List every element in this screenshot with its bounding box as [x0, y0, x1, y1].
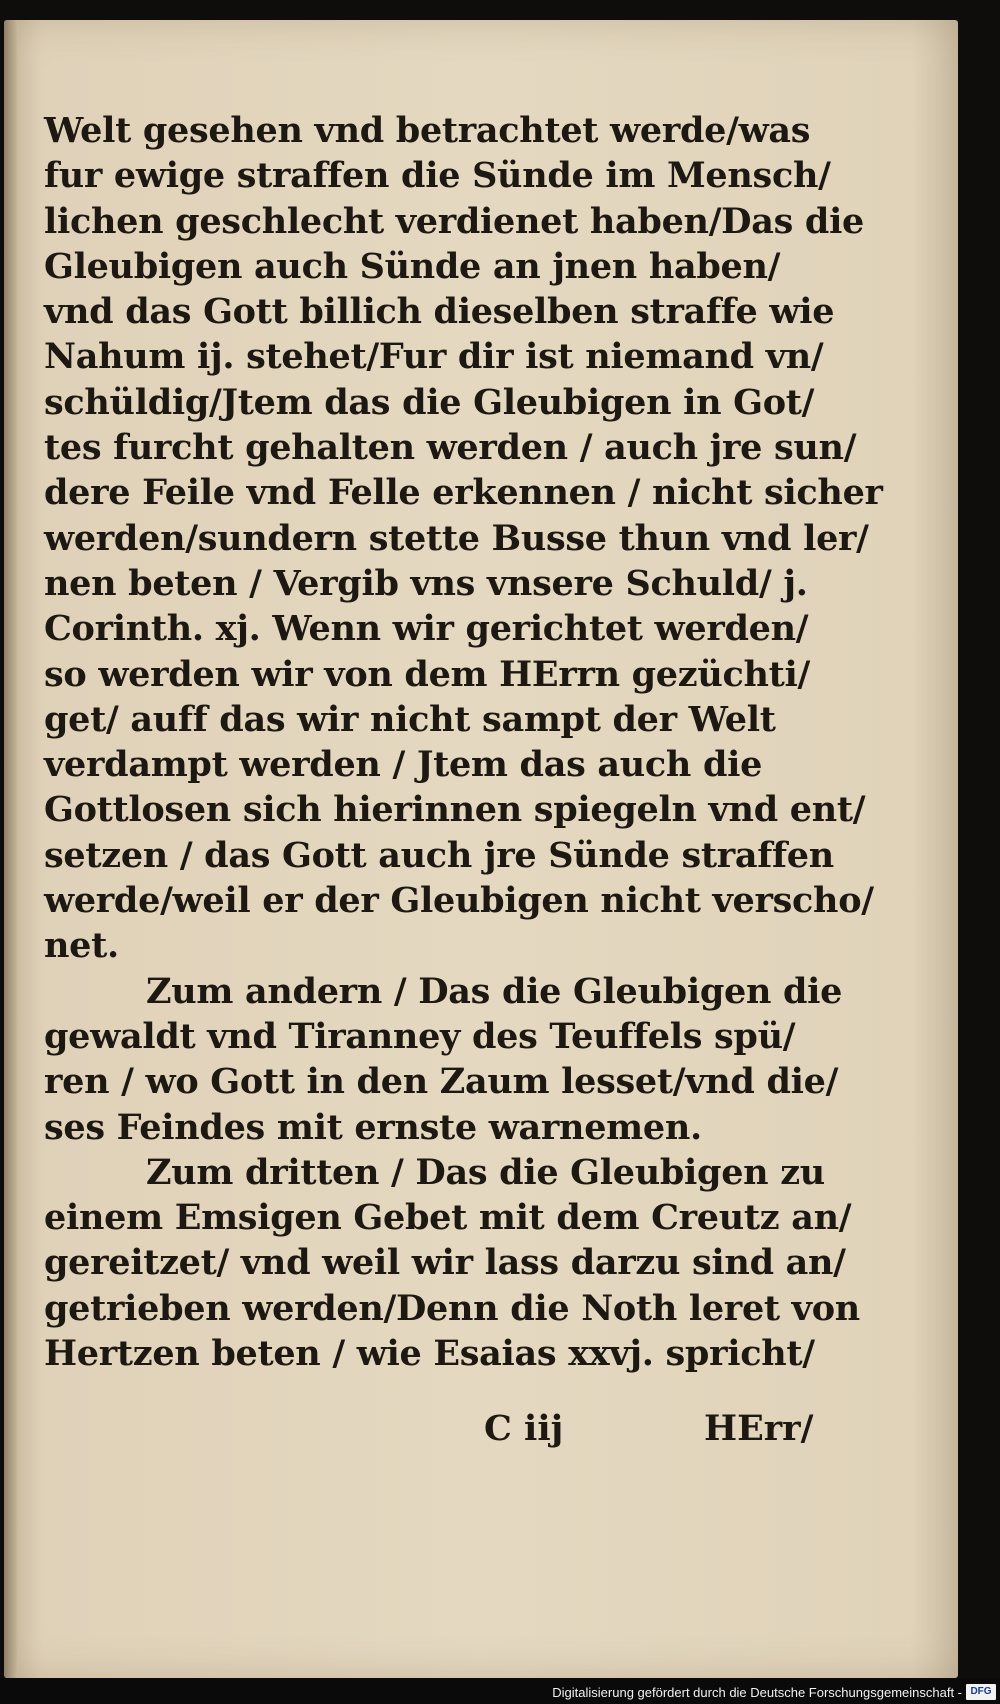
text-line: Welt gesehen vnd betrachtet werde/was [44, 110, 811, 151]
text-line: gewaldt vnd Tiranney des Teuffels spü/ [44, 1015, 796, 1057]
text-line: Corinth. xj. Wenn wir gerichtet werden/ [44, 608, 809, 650]
text-line: dere Feile vnd Felle erkennen / nicht sicher [44, 472, 883, 514]
text-line: Nahum ij. stehet/Fur dir ist niemand vn/ [44, 336, 824, 378]
text-line: setzen / das Gott auch jre Sünde straffen [44, 834, 834, 876]
paragraph-start-line: Zum andern / Das die Gleubigen die [146, 970, 843, 1012]
text-line: getrieben werden/Denn die Noth leret von [44, 1287, 860, 1329]
book-page [4, 20, 958, 1678]
text-line: nen beten / Vergib vns vnsere Schuld/ j. [44, 562, 808, 604]
dfg-logo-icon: DFG [966, 1684, 996, 1700]
text-line: verdampt werden / Jtem das auch die [44, 744, 763, 786]
text-line: werde/weil er der Gleubigen nicht verscho/ [44, 880, 874, 922]
text-line: fur ewige straffen die Sünde im Mensch/ [44, 155, 831, 197]
text-line: ren / wo Gott in den Zaum lesset/vnd die/ [44, 1061, 839, 1103]
text-line: so werden wir von dem HErrn gezüchti/ [44, 653, 810, 695]
signature-mark: C iij [484, 1408, 564, 1449]
text-line: Hertzen beten / wie Esaias xxvj. spricht/ [44, 1333, 815, 1375]
signature-line [4, 1408, 958, 1454]
text-line: schüldig/Jtem das die Gleubigen in Got/ [44, 381, 815, 423]
text-line: net. [44, 925, 119, 967]
footer-bar [0, 1678, 1000, 1704]
text-line: tes furcht gehalten werden / auch jre sun/ [44, 427, 857, 469]
text-line: get/ auff das wir nicht sampt der Welt [44, 698, 776, 740]
text-line: werden/sundern stette Busse thun vnd ler/ [44, 517, 869, 559]
text-line: Gleubigen auch Sünde an jnen haben/ [44, 245, 781, 287]
text-line: ses Feindes mit ernste warnemen. [44, 1106, 702, 1148]
funding-credit: Digitalisierung gefördert durch die Deutsche Forschungsgemeinschaft - [552, 1685, 962, 1700]
paragraph-start-line: Zum dritten / Das die Gleubigen zu [146, 1151, 825, 1193]
text-line: Gottlosen sich hierinnen spiegeln vnd ent/ [44, 789, 866, 831]
body-text [44, 108, 883, 1376]
text-line: lichen geschlecht verdienet haben/Das die [44, 200, 865, 242]
catchword: HErr/ [704, 1408, 814, 1449]
text-line: einem Emsigen Gebet mit dem Creutz an/ [44, 1197, 852, 1239]
text-line: gereitzet/ vnd weil wir lass darzu sind an/ [44, 1242, 846, 1284]
text-line: vnd das Gott billich dieselben straffe wie [44, 291, 835, 333]
